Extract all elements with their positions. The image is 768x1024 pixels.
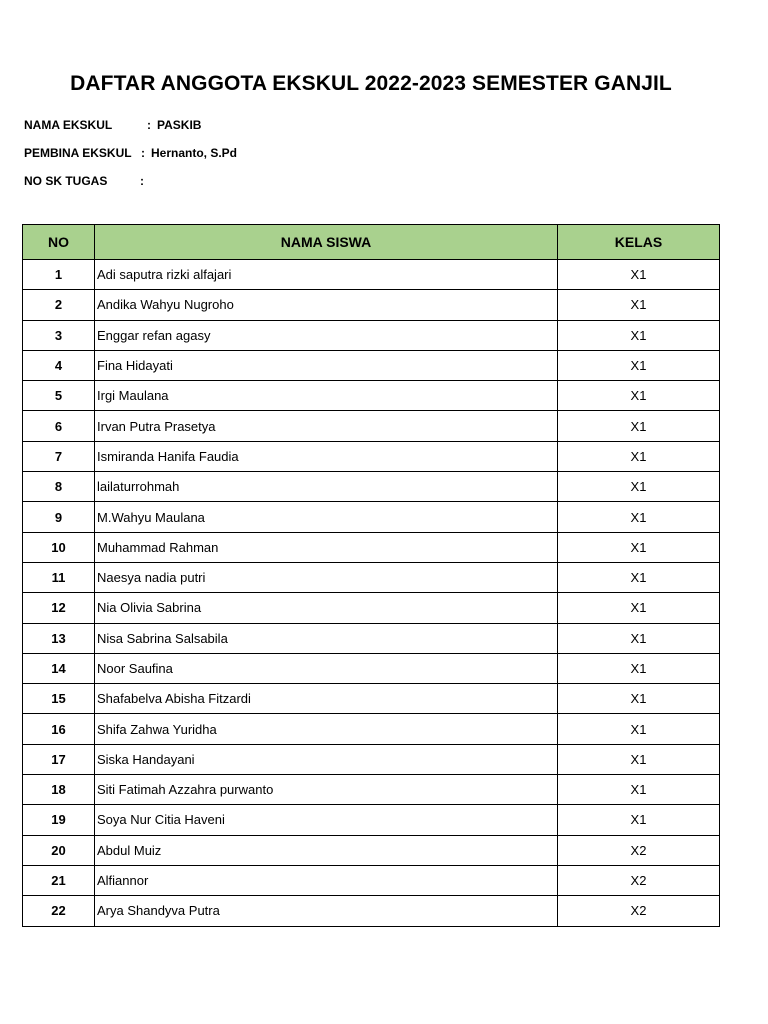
table-row — [23, 805, 720, 835]
info-label: PEMBINA EKSKUL — [24, 146, 132, 160]
cell-no: 10 — [23, 532, 95, 562]
cell-no: 11 — [23, 562, 95, 592]
info-value: Hernanto, S.Pd — [151, 146, 238, 160]
cell-kelas: X1 — [558, 532, 720, 562]
table-row — [23, 653, 720, 683]
cell-kelas: X1 — [558, 411, 720, 441]
cell-nama-siswa: Siska Handayani — [95, 744, 558, 774]
table-row — [23, 472, 720, 502]
cell-nama-siswa: Nisa Sabrina Salsabila — [95, 623, 558, 653]
cell-no: 21 — [23, 865, 95, 895]
cell-kelas: X1 — [558, 441, 720, 471]
table-header-row — [23, 225, 720, 260]
table-row — [23, 562, 720, 592]
table-row — [23, 290, 720, 320]
info-separator: : — [140, 174, 144, 188]
table-row — [23, 896, 720, 926]
cell-no: 2 — [23, 290, 95, 320]
cell-nama-siswa: Shifa Zahwa Yuridha — [95, 714, 558, 744]
cell-no: 1 — [23, 260, 95, 290]
cell-no: 9 — [23, 502, 95, 532]
table-row — [23, 441, 720, 471]
cell-kelas: X1 — [558, 472, 720, 502]
info-label: NO SK TUGAS — [24, 174, 108, 188]
cell-no: 13 — [23, 623, 95, 653]
cell-nama-siswa: Soya Nur Citia Haveni — [95, 805, 558, 835]
info-pembina-ekskul — [24, 146, 237, 160]
table-row — [23, 381, 720, 411]
cell-nama-siswa: Shafabelva Abisha Fitzardi — [95, 684, 558, 714]
table-row — [23, 684, 720, 714]
cell-kelas: X2 — [558, 865, 720, 895]
cell-kelas: X1 — [558, 684, 720, 714]
cell-nama-siswa: Arya Shandyva Putra — [95, 896, 558, 926]
table-row — [23, 775, 720, 805]
info-nama-ekskul — [24, 118, 201, 132]
table-row — [23, 714, 720, 744]
cell-nama-siswa: Irvan Putra Prasetya — [95, 411, 558, 441]
member-table — [22, 224, 720, 927]
cell-no: 4 — [23, 350, 95, 380]
cell-nama-siswa: Ismiranda Hanifa Faudia — [95, 441, 558, 471]
cell-no: 14 — [23, 653, 95, 683]
cell-no: 12 — [23, 593, 95, 623]
cell-no: 8 — [23, 472, 95, 502]
cell-nama-siswa: Nia Olivia Sabrina — [95, 593, 558, 623]
table-row — [23, 865, 720, 895]
cell-nama-siswa: Noor Saufina — [95, 653, 558, 683]
cell-kelas: X1 — [558, 805, 720, 835]
cell-nama-siswa: Fina Hidayati — [95, 350, 558, 380]
cell-kelas: X1 — [558, 290, 720, 320]
table-row — [23, 260, 720, 290]
table-row — [23, 623, 720, 653]
cell-no: 20 — [23, 835, 95, 865]
cell-nama-siswa: Irgi Maulana — [95, 381, 558, 411]
cell-nama-siswa: Naesya nadia putri — [95, 562, 558, 592]
header-no: NO — [23, 225, 95, 260]
header-nama-siswa: NAMA SISWA — [95, 225, 558, 260]
info-separator: : — [147, 118, 151, 132]
info-label: NAMA EKSKUL — [24, 118, 113, 132]
info-separator: : — [141, 146, 145, 160]
cell-no: 7 — [23, 441, 95, 471]
cell-nama-siswa: Muhammad Rahman — [95, 532, 558, 562]
cell-nama-siswa: Enggar refan agasy — [95, 320, 558, 350]
table-row — [23, 320, 720, 350]
info-value: PASKIB — [157, 118, 202, 132]
table-row — [23, 350, 720, 380]
cell-nama-siswa: Alfiannor — [95, 865, 558, 895]
cell-nama-siswa: M.Wahyu Maulana — [95, 502, 558, 532]
cell-kelas: X1 — [558, 744, 720, 774]
cell-kelas: X1 — [558, 350, 720, 380]
header-kelas: KELAS — [558, 225, 720, 260]
cell-nama-siswa: Abdul Muiz — [95, 835, 558, 865]
cell-no: 17 — [23, 744, 95, 774]
cell-kelas: X1 — [558, 562, 720, 592]
cell-no: 19 — [23, 805, 95, 835]
document-title: DAFTAR ANGGOTA EKSKUL 2022-2023 SEMESTER GANJIL — [70, 72, 672, 95]
cell-kelas: X1 — [558, 260, 720, 290]
info-no-sk-tugas — [24, 174, 150, 188]
cell-no: 22 — [23, 896, 95, 926]
cell-kelas: X1 — [558, 653, 720, 683]
cell-no: 16 — [23, 714, 95, 744]
cell-nama-siswa: Siti Fatimah Azzahra purwanto — [95, 775, 558, 805]
table-row — [23, 744, 720, 774]
cell-nama-siswa: Adi saputra rizki alfajari — [95, 260, 558, 290]
cell-kelas: X1 — [558, 714, 720, 744]
cell-kelas: X1 — [558, 623, 720, 653]
table-row — [23, 411, 720, 441]
cell-kelas: X1 — [558, 775, 720, 805]
cell-nama-siswa: lailaturrohmah — [95, 472, 558, 502]
cell-no: 18 — [23, 775, 95, 805]
cell-kelas: X1 — [558, 381, 720, 411]
cell-kelas: X1 — [558, 320, 720, 350]
cell-nama-siswa: Andika Wahyu Nugroho — [95, 290, 558, 320]
table-row — [23, 502, 720, 532]
cell-kelas: X2 — [558, 896, 720, 926]
cell-kelas: X1 — [558, 502, 720, 532]
cell-no: 15 — [23, 684, 95, 714]
table-row — [23, 532, 720, 562]
table-body — [23, 260, 720, 927]
cell-no: 5 — [23, 381, 95, 411]
cell-no: 6 — [23, 411, 95, 441]
table-row — [23, 835, 720, 865]
cell-kelas: X2 — [558, 835, 720, 865]
table-row — [23, 593, 720, 623]
cell-kelas: X1 — [558, 593, 720, 623]
cell-no: 3 — [23, 320, 95, 350]
